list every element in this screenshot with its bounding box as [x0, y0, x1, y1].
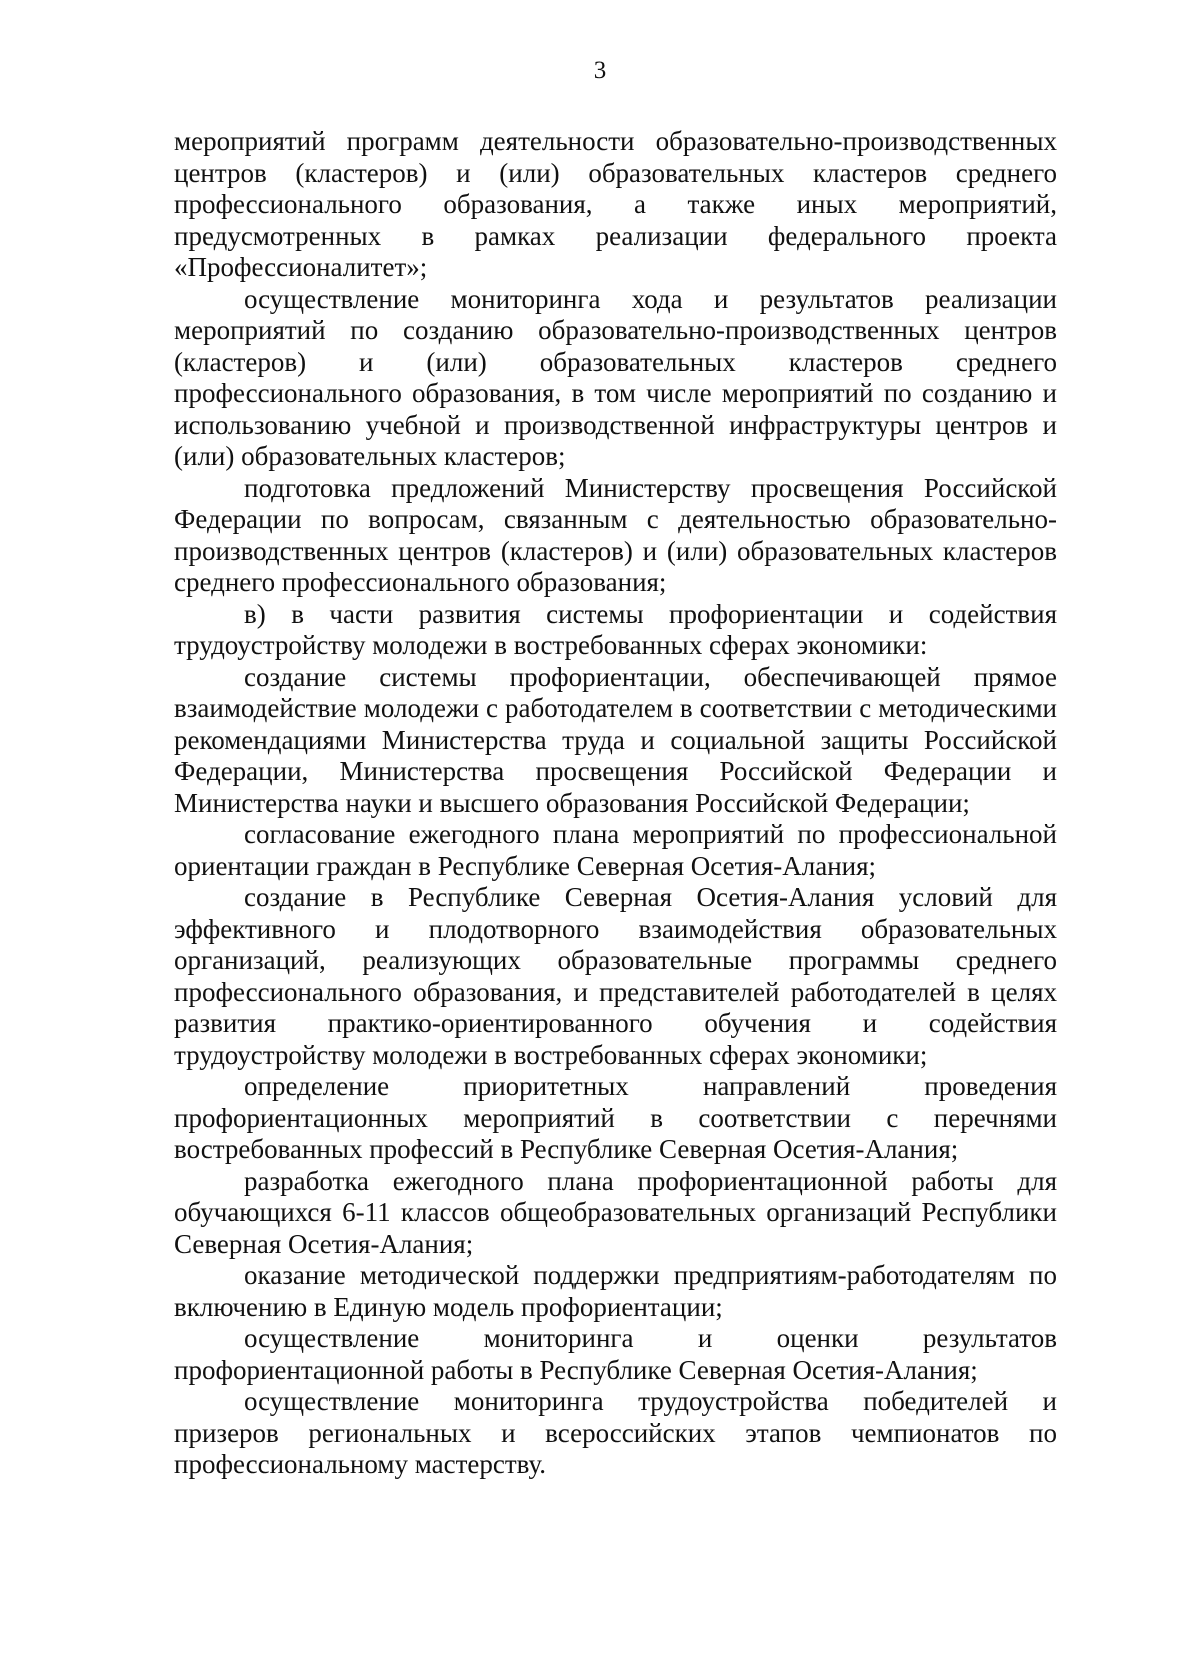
- paragraph-7: создание в Республике Северная Осетия-Алания условий для эффективного и плодотворного взаимодействия образовательных организаций, реализующих образовательные программы среднего профессионального образования, и представителей работодателей в целях развития практико-ориентированного обучения и содействия трудоустройству молодежи в востребованных сферах экономики;: [174, 882, 1057, 1070]
- document-body: [174, 126, 1057, 1481]
- paragraph-8: определение приоритетных направлений проведения профориентационных мероприятий в соответствии с перечнями востребованных профессий в Республике Северная Осетия-Алания;: [174, 1071, 1057, 1164]
- paragraph-1: мероприятий программ деятельности образовательно-производственных центров (кластеров) и (или) образовательных кластеров среднего профессионального образования, а также иных мероприятий, предусмотренных в рамках реализации федерального проекта «Профессионалитет»;: [174, 126, 1057, 282]
- paragraph-2: осуществление мониторинга хода и результатов реализации мероприятий по созданию образовательно-производственных центров (кластеров) и (или) образовательных кластеров среднего профессионального образования, в том числе мероприятий по созданию и использованию учебной и производственной инфраструктуры центров и (или) образовательных кластеров;: [174, 283, 1057, 471]
- paragraph-3: подготовка предложений Министерству просвещения Российской Федерации по вопросам, связанным с деятельностью образовательно-производственных центров (кластеров) и (или) образовательных кластеров среднего профессионального образования;: [174, 472, 1057, 597]
- paragraph-12: осуществление мониторинга трудоустройства победителей и призеров региональных и всероссийских этапов чемпионатов по профессиональному мастерству.: [174, 1386, 1057, 1479]
- paragraph-6: согласование ежегодного плана мероприятий по профессиональной ориентации граждан в Республике Северная Осетия-Алания;: [174, 819, 1057, 881]
- paragraph-5: создание системы профориентации, обеспечивающей прямое взаимодействие молодежи с работодателем в соответствии с методическими рекомендациями Министерства труда и социальной защиты Российской Федерации, Министерства просвещения Российской Федерации и Министерства науки и высшего образования Российской Федерации;: [174, 661, 1057, 818]
- paragraph-9: разработка ежегодного плана профориентационной работы для обучающихся 6-11 классов общеобразовательных организаций Республики Северная Осетия-Алания;: [174, 1165, 1057, 1259]
- paragraph-11: осуществление мониторинга и оценки результатов профориентационной работы в Республике Северная Осетия-Алания;: [174, 1323, 1057, 1385]
- paragraph-4: в) в части развития системы профориентации и содействия трудоустройству молодежи в востребованных сферах экономики:: [174, 598, 1057, 660]
- paragraph-10: оказание методической поддержки предприятиям-работодателям по включению в Единую модель профориентации;: [174, 1260, 1057, 1322]
- page-number: 3: [593, 57, 607, 84]
